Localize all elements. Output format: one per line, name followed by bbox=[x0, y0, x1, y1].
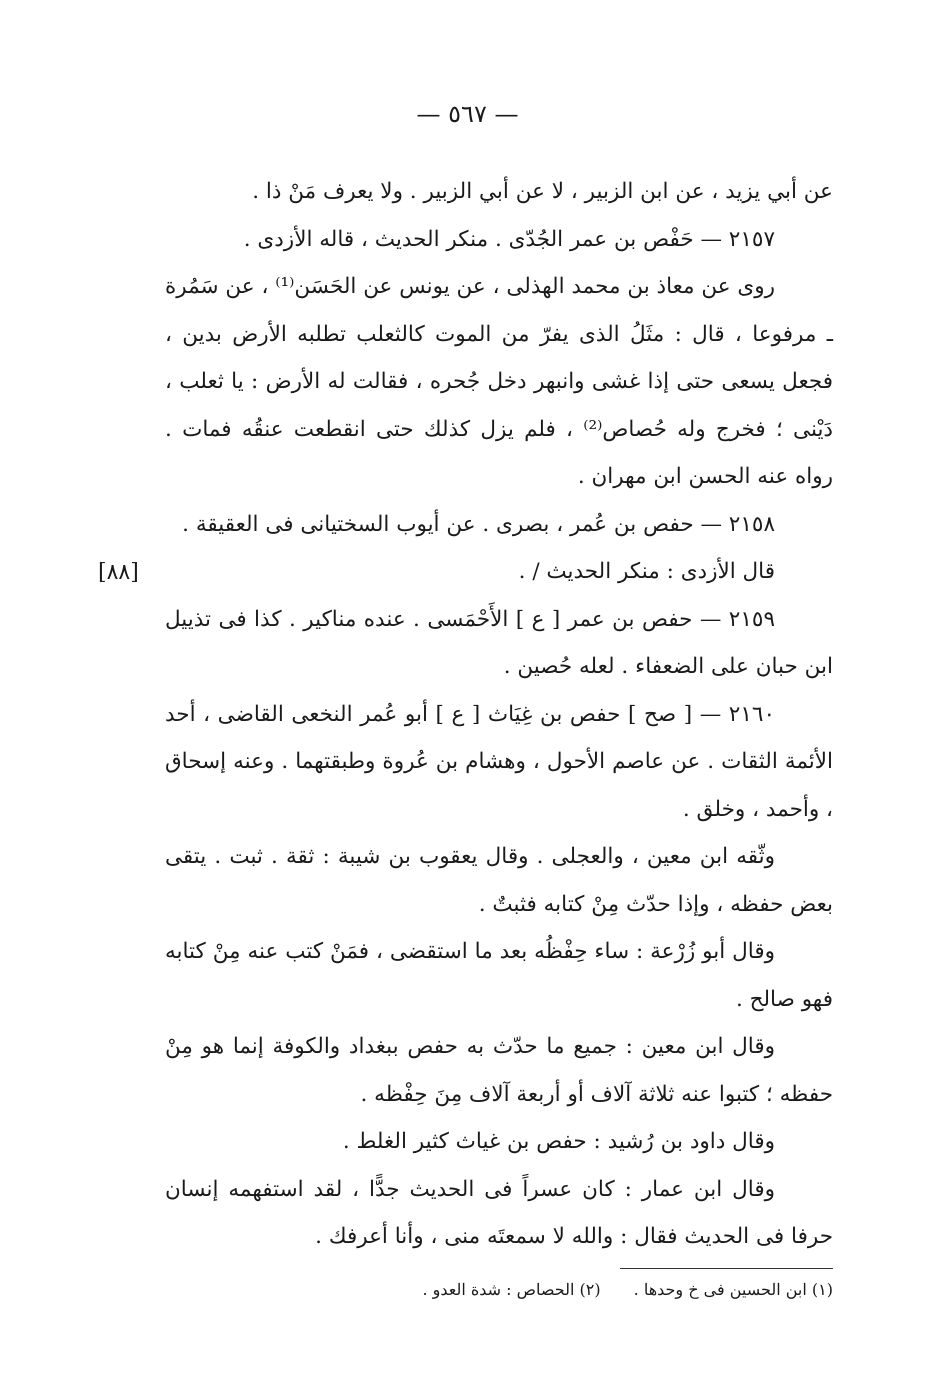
paragraph: وقال ابن معين : جميع ما حدّث به حفص ببغداد والكوفة إنما هو مِنْ حفظه ؛ كتبوا عنه ثلاثة آلاف أو أربعة آلاف مِنَ حِفْظه . bbox=[165, 1034, 833, 1107]
margin-page-reference: [٨٨] bbox=[98, 560, 139, 585]
entry-2157: ٢١٥٧ — حَفْص بن عمر الجُدّى . منكر الحديث ، قاله الأزدى . bbox=[243, 226, 775, 252]
footnote-divider bbox=[620, 1268, 833, 1269]
paragraph: روى عن معاذ بن محمد الهذلى ، عن يونس عن الحَسَن⁽¹⁾ ، عن سَمُرة ـ مرفوعا ، قال : مثَلُ الذى يفرّ من الموت كالثعلب تطلبه الأرض بدين ، فجعل يسعى حتى إذا غشى وانبهر دخل جُحره ، فقالت له الأرض : يا ثعلب ، دَيْنى ؛ فخرج وله حُصاص⁽²⁾ ، فلم يزل كذلك حتى انقطعت عنقُه فمات . رواه عنه الحسن ابن مهران . bbox=[165, 274, 833, 489]
paragraph: وقال داود بن رُشيد : حفص بن غياث كثير الغلط . bbox=[342, 1129, 775, 1154]
footnote-1: (١) ابن الحسين فى خ وحدها . bbox=[633, 1280, 833, 1299]
main-text bbox=[165, 168, 833, 1261]
footnote-2: (٢) الحصاص : شدة العدو . bbox=[422, 1280, 601, 1299]
entry-2159: ٢١٥٩ — حفص بن عمر [ ع ] الأَحْمَسى . عنده مناكير . كذا فى تذييل ابن حبان على الضعفاء . لعله حُصين . bbox=[165, 606, 833, 679]
entry-2158: ٢١٥٨ — حفص بن عُمر ، بصرى . عن أيوب السختيانى فى العقيقة . bbox=[182, 511, 775, 537]
paragraph: عن أبي يزيد ، عن ابن الزبير ، لا عن أبي الزبير . ولا يعرف مَنْ ذا . bbox=[252, 179, 833, 204]
paragraph: وثّقه ابن معين ، والعجلى . وقال يعقوب بن شيبة : ثقة . ثبت . يتقى بعض حفظه ، وإذا حدّث مِنْ كتابه فثبتٌ . bbox=[165, 844, 833, 917]
page-number: — ٥٦٧ — bbox=[416, 100, 519, 128]
paragraph: وقال أبو زُرْعة : ساء حِفْظُه بعد ما استقضى ، فمَنْ كتب عنه مِنْ كتابه فهو صالح . bbox=[165, 939, 833, 1012]
paragraph: وقال ابن عمار : كان عسراً فى الحديث جدًّا ، لقد استفهمه إنسان حرفا فى الحديث فقال : والله لا سمعتَه منى ، وأنا أعرفك . bbox=[165, 1176, 833, 1249]
entry-2160: ٢١٦٠ — [ صح ] حفص بن غِيَاث [ ع ] أبو عُمر النخعى القاضى ، أحد الأئمة الثقات . عن عاصم الأحول ، وهشام بن عُروة وطبقتهما . وعنه إسحاق ، وأحمد ، وخلق . bbox=[165, 701, 833, 822]
paragraph: قال الأزدى : منكر الحديث / . bbox=[518, 559, 775, 584]
footnotes bbox=[330, 1277, 833, 1303]
